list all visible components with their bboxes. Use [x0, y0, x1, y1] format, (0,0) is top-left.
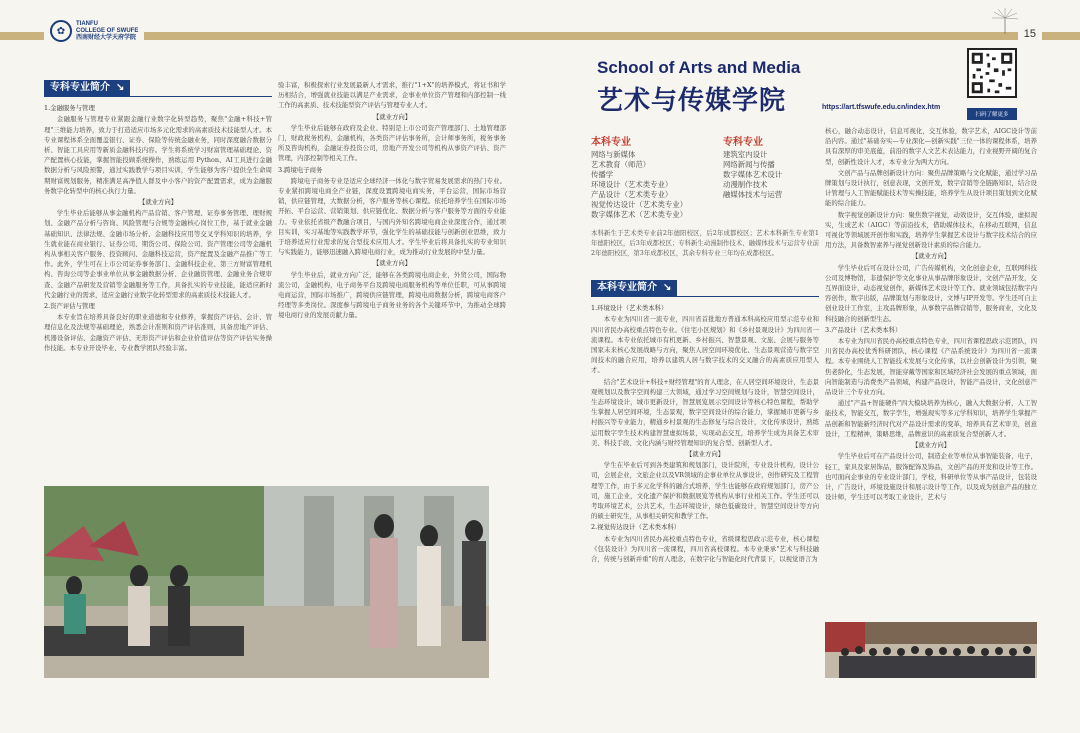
major-direction: 学生在毕业后可到各类建筑和规划部门，设计院所，专业设计机构，设计公司，会展企业，文旅企业以及VR领域的企事业单位从事设计，创作研究及工程管理等工作，由于多元化学科的融合式培养，学生也能够在政府规划部门，房产公司，施工企业，文化遗产保护和数据展览等机构从事行业相关工作。学生还可以考取环境艺术，公共艺术，生态环境设计，绿色低碳设计，智慧空间设计等方向的硕士研究生，从事相关研究和教学工作。 [591, 461, 819, 521]
major-intro: 金融服务与管理专业紧跟金融行业数字化转型趋势，聚焦"金融+科技+管理"三维能力培养，致力于打造适应市场多元化需求的高素质技术技能型人才。本专业课程体系全面覆盖银行、证券、保险等传统金融业务，同时深度融合数据分析、智能工具应用等新质金融科技内容。学生将系统学习财富管理基础理论、资产配置核心技能，掌握智能投顾系统操作，熟练运用 Python、AI工具进行金融数据分析与风险预警，通过实践教学与项目实训，学生能够为客户提供全生命周期财富规划服务，精准满足高净值人群及中小客户的资产配置需求，成为金融服务数字化转型中的核心执行力量。 [44, 115, 272, 195]
zhuanke-heading: 专科专业 [723, 137, 763, 148]
major-intro: 本专业为四川省一流专业，四川省首批地方普通本科高校应用型示范专业和四川省民办高校重点特色专业。《住宅小区规划》和《乡村景观设计》为四川省一流课程。本专业依托城市有机更新、乡村振兴、智慧景观、文旅、会展与服务等国家未来核心发展战略与方向，聚焦人居空间环境优化、生态景观营造与数字空间技术的融合应用，培养以建筑人居与数字技术的交叉融合的高素质应用型人才。 [591, 315, 819, 375]
direction-label: 【就业方向】 [138, 198, 178, 207]
benke-major-item: 视觉传达设计（艺术类专业） [591, 200, 688, 209]
benke-major-item: 产品设计（艺术类专业） [591, 190, 673, 199]
zhuanke-major-item: 融媒体技术与运营 [723, 190, 783, 199]
major-title: 1.金融服务与管理 [44, 104, 95, 113]
major-title: 3.产品设计（艺术类本科） [825, 325, 902, 334]
school-url[interactable]: https://art.tfswufe.edu.cn/index.htm [822, 104, 941, 111]
continued-text: 核心，融合动态设计，信息可视化，交互体验，数字艺术，AIGC设计等前沿内容。通过"基础夯实—专业深化—创新实践"三位一体的课程体系，培养具有深厚的审美底蕴，前沿的数字人文艺术表达能力，行业视野开阔的复合型，创新性设计人才，本专业分为两大方向。 [825, 127, 1037, 166]
zhuanke-majors-list [723, 136, 833, 200]
benke-major-item: 传播学 [591, 170, 614, 179]
zhuanke-major-item: 建筑室内设计 [723, 150, 768, 159]
major-intro: 本专业为四川省民办高校重点特色专业，四川省课程思政示范团队，四川省民办高校优秀科研团队，核心课程《产品系统设计》为四川省一流课程。本专业围绕人工智能技术发展与文化传承，以社会创新设计为引领，聚焦老龄化，生态发展，智能穿戴等国家和区域经济社会发展的重点领域，面向智能制造与消费类产品领域，构建产品设计，智能产品设计，文化创意产品设计三个专业方向。 [825, 337, 1037, 397]
benke-major-item: 艺术教育（师范） [591, 160, 651, 169]
college-logo [44, 20, 144, 42]
campus-note-text: 本科新生于艺术类专业前2年德阳校区，后2年成都校区；艺术本科新生专业第1年德阳校区，后3年成都校区；专科新生动漫制作技术、融媒体技术与运营专业前2年德阳校区，第3年成都校区，其余专科专业三年均在成都校区。 [591, 229, 819, 258]
major-direction: 学生毕业后，就业方向广泛，能够在各类跨境电商企业，外贸公司，国际物流公司，金融机构，电子商务平台及跨境电商服务机构等单位任职，可从事跨境电商运营，国际市场推广，跨境供应链管理，跨境电商数据分析，跨境电商客户经理等多类岗位。深度参与跨境电子商务业务的各个关键环节中，为推动全球跨境电商行业的发展贡献力量。 [278, 270, 506, 320]
direction-label: 【就业方向】 [372, 259, 412, 268]
section-title: 本科专业简介 ↘ [591, 280, 677, 296]
major-body: 通过"产品+智能硬件"四大模块培养为核心，融入大数据分析，人工智能技术，智能交互，数字孪生，增强现实等多元学科知识，培养学生掌握产品创新和智能新经济时代对产品设计需求的变革，培养具有艺术审美，创意设计，工程精神，策略思维，品牌意识的高素质复合型创新人才。 [825, 399, 1037, 438]
major-intro: 跨境电子商务专业是适应全球经济一体化与数字贸易发展需求的热门专业。专业紧扣跨境电商全产业链，深度设置跨境电商实务，平台运营，国际市场营销，供应链管理，大数据分析，客户服务等核心课程。依托培养学生在国际市场开拓、平台运营、营销策划、供应链优化、数据分析与客户服务等方面的专业能力。专业依托省级产教融合项目，与国内外知名跨境电商企业深度合作，通过项目实训，实习基地等实践教学环节，强化学生的基础技能与创新创业思维，致力于培养适应行业需求的复合型技术应用人才。学生毕业后将具备扎实的专业知识与实践能力，能够迅速融入跨境电商行业，成为推动行业发展的中坚力量。 [278, 176, 506, 257]
right-section-header [591, 280, 819, 297]
major-title: 2.视觉传达设计（艺术类本科） [591, 523, 681, 532]
major-direction: 学生毕业后可在产品设计公司，制造企业等单位从事智能装备，电子，轻工，家具及家居饰品，服饰配饰及饰品，文创产品的开发和设计等工作。也可面向企事业的专业设计部门，学校，科研单位等从事产品设计，包装设计，广告设计，环境设施设计和展示设计等工作，以及成为创意产品的独立设计师，学生还可以考取工业设计，艺术与 [825, 452, 1037, 502]
right-column-a [591, 280, 819, 675]
qr-code-icon[interactable] [967, 48, 1017, 98]
benke-majors-list [591, 136, 721, 220]
benke-major-item: 环境设计（艺术类专业） [591, 180, 673, 189]
section-title: 专科专业简介 ↘ [44, 80, 130, 96]
school-english-title: School of Arts and Media [597, 58, 801, 77]
school-chinese-title: 艺术与传媒学院 [597, 86, 787, 116]
zhuanke-major-item: 网络新闻与传播 [723, 160, 775, 169]
benke-major-item: 数字媒体艺术（艺术类专业） [591, 210, 688, 219]
qr-caption: 扫码了解更多 [967, 108, 1017, 120]
page-number: 15 [1018, 28, 1042, 40]
left-column [44, 80, 272, 480]
direction-track-text: 文创产品与品牌创新设计方向：聚焦品牌策略与文化赋能，通过学习品牌策划与设计执行，创意表现，文创开发，数字营销等全链路知识，结合设计管理与人工智能赋能技术等实操技能，培养学生从设计项目策划到文化赋能的综合能力。 [825, 168, 1037, 208]
major-title: 1.环境设计（艺术类本科） [591, 304, 668, 313]
campus-photo [44, 486, 489, 678]
direction-track-text: 数字视觉创新设计方向：聚焦数字视觉，动效设计，交互体验，虚拟现实，生成艺术（AIGC）等前沿技术，借助媒体技术，在移动互联网，信息可视化等领域展开创作和实践，培养学生掌握艺术设计与数字技术结合的应用方法，具备数智素养与视觉创新设计素质的综合能力。 [825, 210, 1037, 250]
direction-label: 【就业方向】 [685, 450, 725, 459]
dandelion-icon [990, 8, 1020, 34]
right-column-b [825, 126, 1037, 616]
major-direction: 学生毕业后能够在政府及企业、特别是上市公司资产管理部门、土地管理部门，财政税务机构，金融机构，各类资产评估事务所，会计师事务所，税务事务所及咨询机构，金融证券投资公司，房地产开发公司等机构从事资产评估、资产管理，内部控制等相关工作。 [278, 123, 506, 163]
group-photo [825, 622, 1037, 678]
major-body: 结合"艺术设计+科技+财经管理"的育人理念，在人居空间环境设计，生态景观规划以及数字空间构建三大领域，通过学习空间规划与设计，智慧空间设计，生态环境设计，城市更新设计，智慧展览展示空间设计等核心特色课程，帮助学生掌握人居空间环境，生态景观，数字空间设计的综合能力，掌握城市更新与乡村振兴等专业能力，精通乡村景观的生态修复与综合设计，文化传承设计，熟练运用数字孪生技术构建智慧虚拟场景，实现动态交互，培养学生成为具备艺术审美、科技手段、文化内涵与财经管理知识的复合型、创新型人才。 [591, 377, 819, 447]
middle-column [278, 80, 506, 480]
zhuanke-major-item: 数字媒体艺术设计 [723, 170, 783, 179]
campus-note [591, 228, 819, 272]
logo-text: TIANFU COLLEGE OF SWUFE 西南财经大学天府学院 [76, 20, 139, 41]
direction-label: 【就业方向】 [911, 252, 951, 261]
left-section-header [44, 80, 272, 97]
major-title: 2.资产评估与管理 [44, 302, 95, 311]
continued-text: 验丰富，积极探索行业发展最新人才需求，推行"1+X"的培养模式，将证书和学历相结合，增强就业技能以满足产业需求，企事业单位资产管理和内部控制一线工作的高素质、技术技能型资产评估与管理专业人才。 [278, 81, 506, 110]
major-direction: 学生毕业后能够从事金融机构产品营销、客户管理、证券事务管理、理财规划、金融产品分析与咨询、风险管理与合规等金融核心岗位工作，基于就业金融基础知识、法律法规、金融市场分析、金融科技应用等交叉学科知识的培养，学生就业能在商业银行、证券公司、期货公司、保险公司、资产管理公司等金融机构从事相关客户服务、投资顾问、金融科技运营，资产配置及金融产品推广等工作。此外，学生可在上市公司证券事务部门、金融科技企业、第三方财富管理机构、咨询公司等企事业单位从事金融数据分析、企业融资管理、金融业务合规审查、金融产品研发及营销等金融服务等工作，具备扎实的专业技能，能适应新时代金融行业的需求，适应金融行业数字化转型需求的高素质技术技能人才。 [44, 209, 272, 299]
arrow-icon: ↘ [663, 282, 672, 293]
major-title: 3.跨境电子商务 [278, 165, 323, 174]
college-emblem-icon: ✿ [50, 20, 72, 42]
benke-major-item: 网络与新媒体 [591, 150, 636, 159]
benke-heading: 本科专业 [591, 137, 631, 148]
major-direction: 学生毕业后可在设计公司，广告传媒机构，文化创意企业，互联网科技公司及博物馆，非遗保护等文化事业从事品牌形象设计，文创产品开发，交互界面设计，动态视觉创作，新媒体艺术设计等工作。就业领域包括数字内容创作，数字出版，品牌策划与形象设计，文博与IP开发等。学生还可自主创业设计工作室，主攻品牌形象，从事数字品牌营销等，服务商业，文化及科技融合的创新型生态。 [825, 263, 1037, 323]
direction-label: 【就业方向】 [911, 441, 951, 450]
arrow-icon: ↘ [116, 82, 125, 93]
direction-label: 【就业方向】 [372, 112, 412, 121]
zhuanke-major-item: 动漫制作技术 [723, 180, 768, 189]
major-intro: 本专业为四川省民办高校重点特色专业，省级课程思政示范专业，核心课程《包装设计》为四川省一流课程，四川省高校课程。本专业秉承"艺术与科技融合，传统与创新并重"的育人理念，在数字化与智能化时代背景下，以视觉语言为 [591, 534, 819, 564]
major-intro: 本专业旨在培养具备良好的职业道德和专业修养，掌握资产评估、会计、管理信息化及法规等基础理论，熟悉会计准则和资产评估准则，具备房地产评估、机器设备评估、金融资产评估、无形资产评估和企业价值评估等资产评估实务操作技能。本专业开设毕业、专业教学团队经验丰富。 [44, 313, 272, 352]
top-decorative-band [0, 32, 1080, 40]
